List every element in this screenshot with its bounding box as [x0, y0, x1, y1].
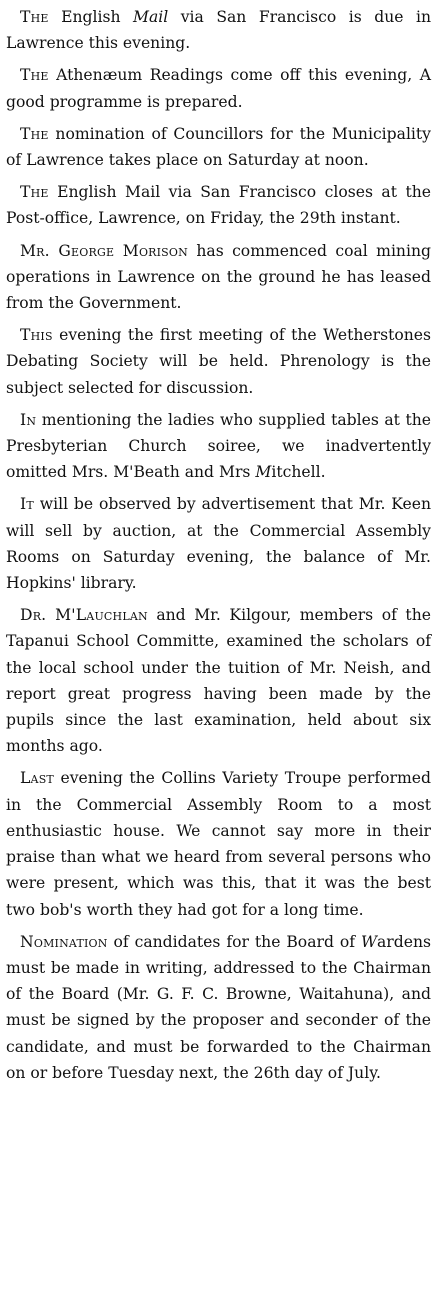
body-text: and Mr. Kilgour, members of the Tapanui School Committe, examined the scholars of the local school under the tuition of Mr. Neish, and report great progress having been made by the pupils since the last examination, held about six months ago. [6, 606, 431, 756]
body-text: Athenæum Readings come off this evening, A good programme is prepared. [6, 66, 431, 111]
body-text: nomination of Councillors for the Municipality of Lawrence takes place on Saturday at noon. [6, 124, 431, 170]
news-item-debating-society [6, 322, 431, 401]
lead-words: The [20, 66, 49, 85]
news-item-wardens-nomination [6, 929, 431, 1086]
news-item-athenaeum-readings [6, 62, 431, 114]
body-text: itchell. [271, 463, 326, 482]
body-text: of candidates for the Board of [107, 932, 361, 951]
news-item-english-mail-closes [6, 179, 431, 231]
body-text: has commenced coal mining operations in Lawrence on the ground he has leased from the Government. [6, 241, 431, 313]
lead-words: Nomination [20, 932, 108, 951]
body-text: evening the first meeting of the Wetherstones Debating Society will be held. Phrenology is the subject selected for discussion. [6, 326, 431, 397]
lead-words: It [20, 495, 34, 514]
lead-words: In [20, 410, 37, 429]
body-text: will be observed by advertisement that Mr. Keen will sell by auction, at the Commercial Assembly Rooms on Saturday evening, the balance of Mr. Hopkins' library. [6, 495, 431, 593]
news-item-english-mail-due [6, 4, 431, 56]
italic-text: Mail [133, 8, 169, 26]
lead-words: Dr. M'Lauchlan [20, 606, 148, 625]
lead-words: Last [20, 769, 54, 788]
body-text: ardens must be made in writing, addressed to the Chairman of the Board (Mr. G. F. C. Browne, Waitahuna), and must be signed by the proposer and seconder of the candidate, and must be forwarded to the Chairman on or before Tuesday next, the 26th day of July. [6, 932, 431, 1082]
italic-text: W [360, 932, 377, 951]
lead-words: The [20, 8, 49, 26]
lead-words: This [20, 326, 53, 345]
italic-text: M [255, 463, 272, 482]
body-text: evening the Collins Variety Troupe performed in the Commercial Assembly Room to a most enthusiastic house. We cannot say more in their praise than what we heard from several persons who were present, which was this, that it was the best two bob's worth they had got for a long time. [6, 769, 431, 919]
news-item-councillors-nomination [6, 121, 431, 173]
news-item-variety-troupe [6, 765, 431, 922]
body-text: English [48, 8, 134, 26]
news-item-coal-mining [6, 238, 431, 317]
news-item-library-auction [6, 491, 431, 596]
lead-words: The [20, 124, 49, 143]
body-text: via San Francisco is due in Lawrence this evening. [6, 8, 431, 53]
body-text: English Mail via San Francisco closes at the Post-office, Lawrence, on Friday, the 29th instant. [6, 183, 431, 228]
news-item-church-soiree [6, 407, 431, 486]
lead-words: Mr. George Morison [20, 241, 188, 260]
body-text: mentioning the ladies who supplied tables at the Presbyterian Church soiree, we inadvertently omitted Mrs. M'Beath and Mrs [6, 410, 431, 482]
lead-words: The [20, 183, 49, 202]
news-item-school-examination [6, 602, 431, 759]
